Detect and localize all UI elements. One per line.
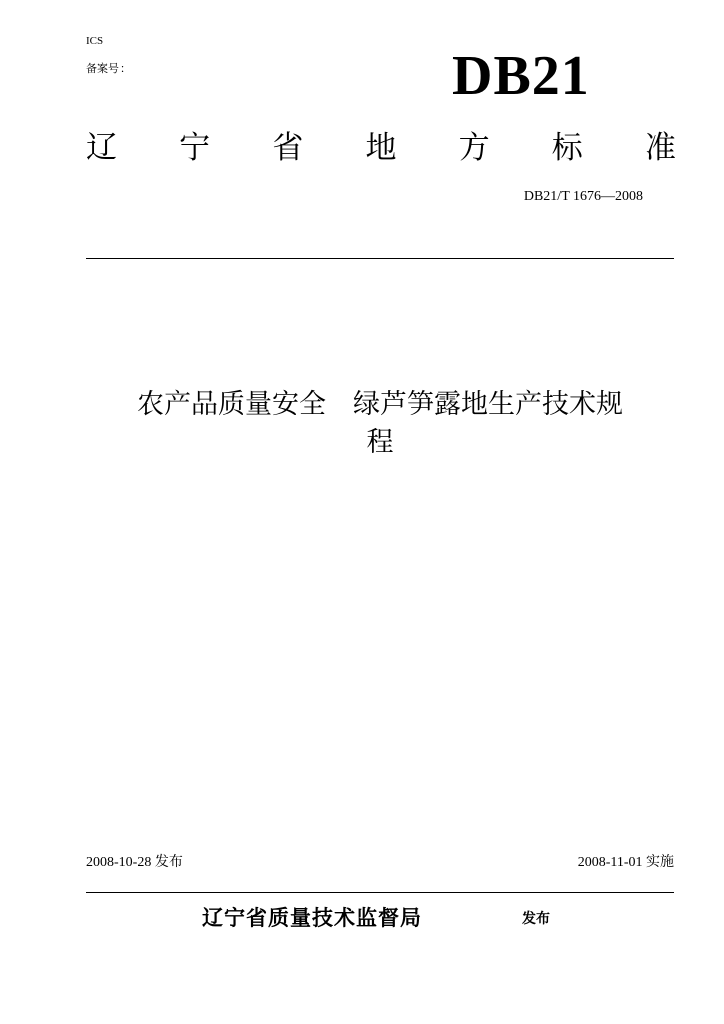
standard-number: DB21/T 1676—2008 [523,189,643,204]
standard-type-char: 准 [644,130,676,166]
ics-label: ICS [86,35,104,47]
db21-logo: DB21 [452,45,590,107]
record-number-label [86,62,131,76]
standard-type-heading [86,126,676,170]
document-title [86,386,674,462]
issuing-authority: 辽宁省质量技术监督局 [202,906,422,930]
standard-type-char: 方 [458,130,490,166]
issuing-authority-suffix: 发布 [522,911,550,927]
standard-type-char: 省 [272,130,304,166]
title-line-1: 农产品质量安全 绿芦笋露地生产技术规 [137,389,623,420]
record-label-text: 备案号 [86,62,119,75]
standard-type-char: 地 [365,130,397,166]
standard-type-char: 宁 [179,130,211,166]
standard-type-char: 辽 [86,130,117,166]
implementation-date: 2008-11-01 实施 [577,855,674,870]
title-line-2: 程 [366,427,394,458]
issue-date: 2008-10-28 发布 [86,855,183,870]
bottom-divider [86,892,674,893]
standard-type-char: 标 [551,130,583,166]
record-label-colon: ： [120,62,131,75]
top-divider [86,258,674,259]
